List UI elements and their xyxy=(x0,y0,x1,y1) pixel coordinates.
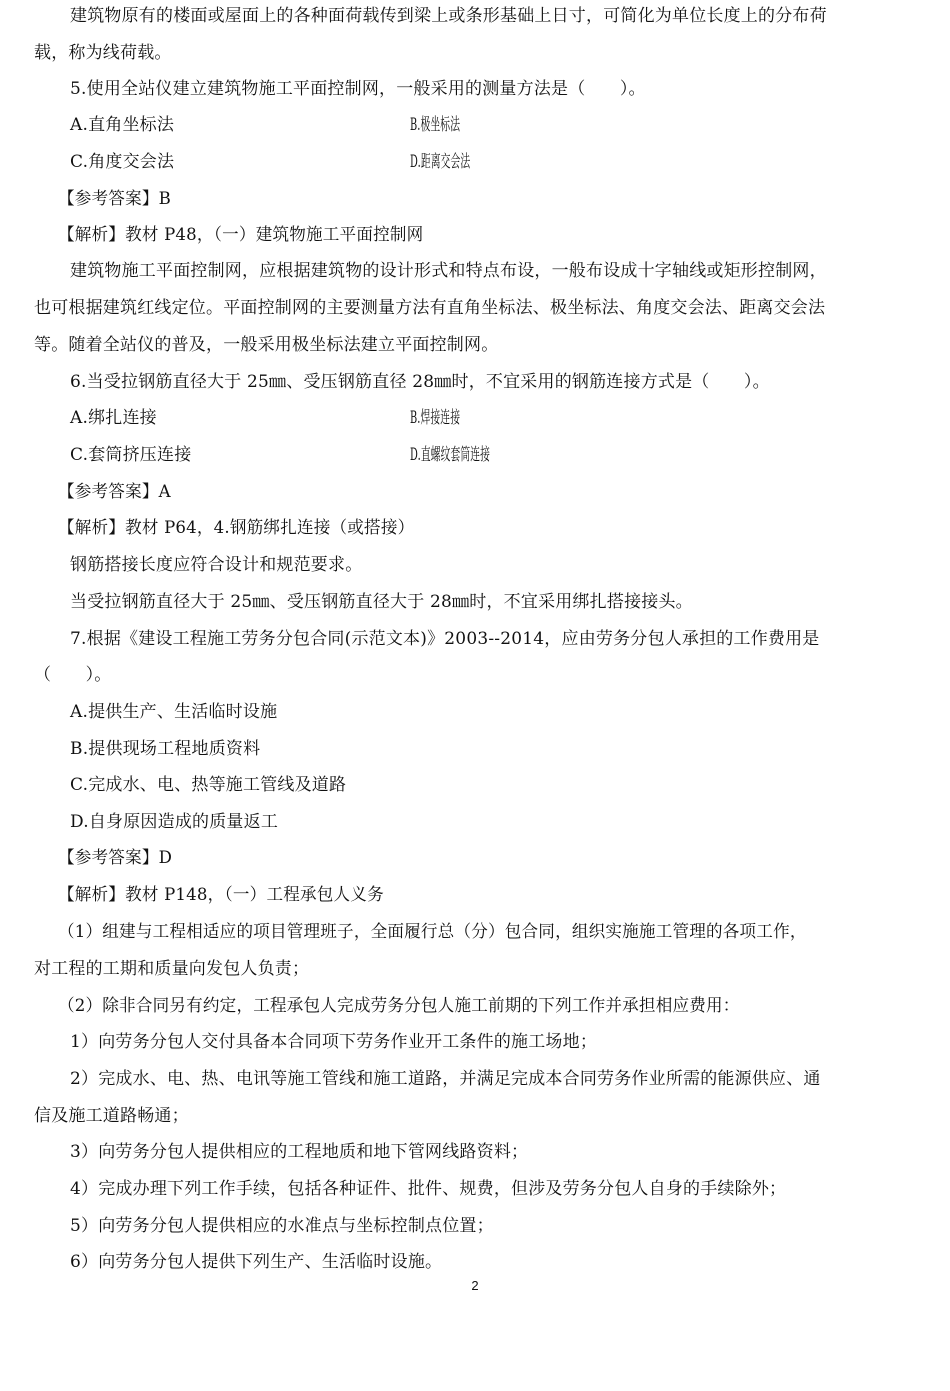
intro-line: 建筑物原有的楼面或屋面上的各种面荷载传到梁上或条形基础上日寸，可简化为单位长度上的分布荷 xyxy=(70,6,827,26)
question-7-analysis-line: 对工程的工期和质量向发包人负责； xyxy=(34,959,310,979)
question-6-option-a: A.绑扎连接 xyxy=(70,408,157,428)
question-7-analysis-line: 6）向劳务分包人提供下列生产、生活临时设施。 xyxy=(70,1252,443,1272)
question-5-option-d: D.距离交会法 xyxy=(410,152,471,172)
question-7-stem: 7.根据《建设工程施工劳务分包合同(示范文本)》2003--2014，应由劳务分包人承担的工作费用是 xyxy=(70,629,820,649)
question-7-option-a: A.提供生产、生活临时设施 xyxy=(70,702,278,722)
question-5-option-b: B.极坐标法 xyxy=(410,115,461,135)
question-5-stem: 5.使用全站仪建立建筑物施工平面控制网，一般采用的测量方法是（ ）。 xyxy=(70,79,646,99)
question-5-answer: 【参考答案】B xyxy=(58,189,172,209)
question-6-analysis-line: 钢筋搭接长度应符合设计和规范要求。 xyxy=(70,555,363,575)
question-7-stem: （ ）。 xyxy=(34,665,112,685)
question-6-option-d: D.直螺纹套筒连接 xyxy=(410,445,491,465)
question-7-analysis-line: （2）除非合同另有约定，工程承包人完成劳务分包人施工前期的下列工作并承担相应费用： xyxy=(58,996,740,1016)
question-7-option-d: D.自身原因造成的质量返工 xyxy=(70,812,279,832)
question-7-option-b: B.提供现场工程地质资料 xyxy=(70,739,261,759)
question-5-analysis-line: 也可根据建筑红线定位。平面控制网的主要测量方法有直角坐标法、极坐标法、角度交会法、距离交会法 xyxy=(34,298,826,318)
question-6-option-c: C.套筒挤压连接 xyxy=(70,445,192,465)
page-number: 2 xyxy=(471,1278,479,1293)
question-5-analysis-heading: 【解析】教材 P48，（一）建筑物施工平面控制网 xyxy=(58,225,424,245)
question-7-analysis-line: 2）完成水、电、热、电讯等施工管线和施工道路，并满足完成本合同劳务作业所需的能源供应、通 xyxy=(70,1069,821,1089)
question-7-analysis-heading: 【解析】教材 P148，（一）工程承包人义务 xyxy=(58,885,384,905)
question-7-analysis-line: （1）组建与工程相适应的项目管理班子，全面履行总（分）包合同，组织实施施工管理的各项工作， xyxy=(58,922,807,942)
question-5-analysis-line: 等。随着全站仪的普及，一般采用极坐标法建立平面控制网。 xyxy=(34,335,499,355)
question-7-answer: 【参考答案】D xyxy=(58,848,173,868)
question-5-analysis-line: 建筑物施工平面控制网，应根据建筑物的设计形式和特点布设，一般布设成十字轴线或矩形控制网， xyxy=(70,261,827,281)
question-7-analysis-line: 1）向劳务分包人交付具备本合同项下劳务作业开工条件的施工场地； xyxy=(70,1032,598,1052)
question-5-option-c: C.角度交会法 xyxy=(70,152,175,172)
question-6-analysis-heading: 【解析】教材 P64，4.钢筋绑扎连接（或搭接） xyxy=(58,518,415,538)
question-7-analysis-line: 信及施工道路畅通； xyxy=(34,1106,189,1126)
question-7-analysis-line: 4）完成办理下列工作手续，包括各种证件、批件、规费，但涉及劳务分包人自身的手续除外； xyxy=(70,1179,787,1199)
question-6-answer: 【参考答案】A xyxy=(58,482,171,502)
question-7-option-c: C.完成水、电、热等施工管线及道路 xyxy=(70,775,347,795)
question-6-analysis-line: 当受拉钢筋直径大于 25㎜、受压钢筋直径大于 28㎜时，不宜采用绑扎搭接接头。 xyxy=(70,592,693,612)
question-6-option-b: B.焊接连接 xyxy=(410,408,461,428)
question-5-option-a: A.直角坐标法 xyxy=(70,115,175,135)
question-7-analysis-line: 5）向劳务分包人提供相应的水准点与坐标控制点位置； xyxy=(70,1216,494,1236)
question-6-stem: 6.当受拉钢筋直径大于 25㎜、受压钢筋直径 28㎜时，不宜采用的钢筋连接方式是（ ）。 xyxy=(70,372,770,392)
intro-line: 载，称为线荷载。 xyxy=(34,43,172,63)
question-7-analysis-line: 3）向劳务分包人提供相应的工程地质和地下管网线路资料； xyxy=(70,1142,529,1162)
